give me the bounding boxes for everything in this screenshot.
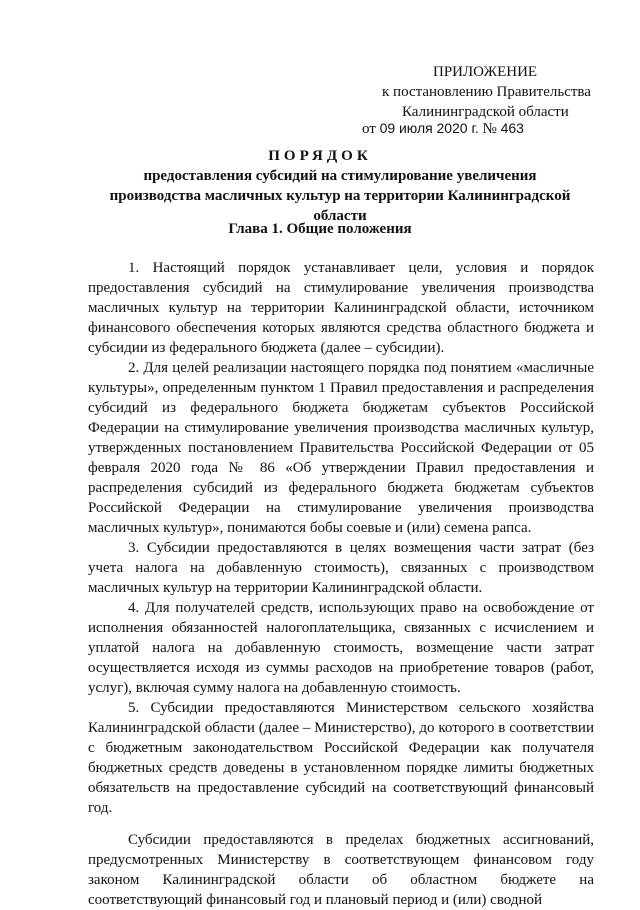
- annex-month: июля: [398, 120, 433, 136]
- document-title: ПОРЯДОК: [268, 148, 372, 164]
- annex-day: 09: [379, 120, 396, 136]
- paragraph-3: 3. Субсидии предоставляются в целях возмещения части затрат (без учета налога на добавленную стоимость), связанных с производством масличных культур на территории Калининградской области.: [88, 540, 594, 596]
- annex-date-prefix: от: [362, 121, 376, 137]
- paragraph-2: 2. Для целей реализации настоящего порядка под понятием «масличные культуры», определенным пунктом 1 Правил предоставления и распределения субсидий из федерального бюджета бюджетам субъектов Российской Федерации на стимулирование увеличения производства масличных культур, утвержденных постановлением Правительства Российской Федерации от 05 февраля 2020 года № 86 «Об утверждении Правил предоставления и распределения субсидий из федерального бюджета бюджетам субъектов Российской Федерации на стимулирование увеличения производства масличных культур», понимаются бобы соевые и (или) семена рапса.: [88, 360, 594, 536]
- annex-number-sign: №: [482, 121, 497, 137]
- annex-line-1: к постановлению Правительства: [382, 84, 591, 100]
- annex-line-2: Калининградской области: [402, 104, 569, 120]
- annex-heading: ПРИЛОЖЕНИЕ: [433, 64, 538, 80]
- paragraph-4: 4. Для получателей средств, использующих право на освобождение от исполнения обязанностей налогоплательщика, связанных с исчислением и уплатой налога на добавленную стоимость, возмещение части затрат осуществляется исходя из суммы расходов на приобретение товаров (работ, услуг), включая сумму налога на добавленную стоимость.: [88, 600, 594, 696]
- document-subtitle: предоставления субсидий на стимулирование увеличения производства масличных культур на территории Калининградской области: [109, 168, 571, 224]
- annex-number: 463: [500, 120, 524, 136]
- paragraph-1: 1. Настоящий порядок устанавливает цели, условия и порядок предоставления субсидий на стимулирование увеличения производства масличных культур на территории Калининградской области, источником финансового обеспечения которых являются средства областного бюджета и субсидии из федерального бюджета (далее – субсидии).: [88, 260, 594, 356]
- annex-year: 2020 г.: [436, 120, 479, 136]
- document-body: [88, 258, 594, 910]
- paragraph-6: Субсидии предоставляются в пределах бюджетных ассигнований, предусмотренных Министерству в соответствующем финансовом году законом Калининградской области об областном бюджете на соответствующий финансовый год и плановый период и (или) сводной: [88, 832, 594, 908]
- annex-date-line: [362, 118, 524, 139]
- paragraph-5: 5. Субсидии предоставляются Министерством сельского хозяйства Калининградской области (далее – Министерство), до которого в соответствии с бюджетным законодательством Российской Федерации как получателя бюджетных средств доведены в установленном порядке лимиты бюджетных обязательств на предоставление субсидий на соответствующий финансовый год.: [88, 700, 594, 816]
- chapter-heading: Глава 1. Общие положения: [228, 221, 412, 237]
